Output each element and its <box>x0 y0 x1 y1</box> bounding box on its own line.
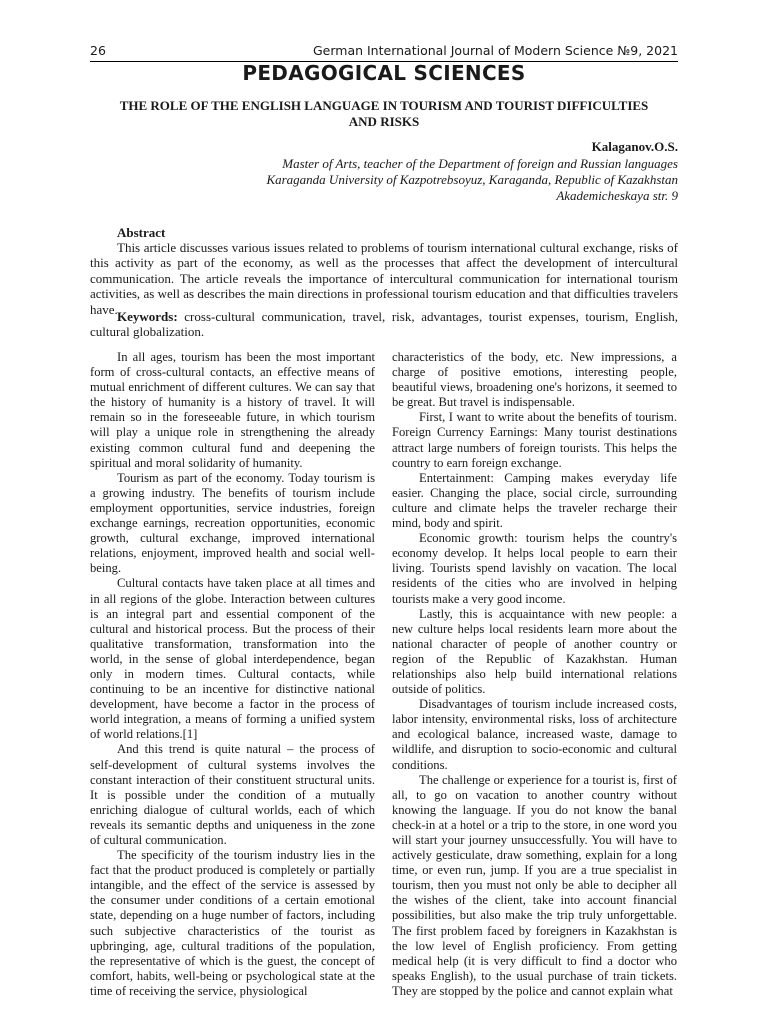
author-name: Kalaganov.O.S. <box>591 139 678 154</box>
abstract-text: This article discusses various issues related to problems of tourism international cultural exchange, risks of this activity as part of the economy, as well as the processes that affect the development of intercultural communication. The article reveals the importance of intercultural communication for international tourism activities, as well as describes the main directions in professional tourism education and that difficulties travelers have. <box>90 240 678 317</box>
body-paragraph: The specificity of the tourism industry lies in the fact that the product produced is completely or partially intangible, and the effect of the service is assessed by the consumer under conditions of a certain emotional state, depending on a huge number of factors, including such subjective characteristics of the tourist as upbringing, age, cultural traditions of the population, the representative of which is the guest, the concept of comfort, habits, well-being or psychological state at the time of receiving the service, physiological <box>90 848 375 998</box>
keywords-label: Keywords: <box>117 309 178 324</box>
affiliation-line: Akademicheskaya str. 9 <box>556 188 678 203</box>
body-column-right <box>392 350 677 999</box>
body-paragraph: Cultural contacts have taken place at all times and in all regions of the globe. Interaction between cultures is an integral part and essential component of the cultural and historical process. But the process of their qualitative transformation, transformation into the world, in the sense of global interdependence, began only in modern times. Cultural contacts, while continuing to be an incentive for distinctive national development, have become a factor in the process of world integration, a means of forming a unified system of world relations.[1] <box>90 576 375 742</box>
abstract-heading: Abstract <box>117 225 166 240</box>
affiliation-line: Master of Arts, teacher of the Department of foreign and Russian languages <box>282 156 678 171</box>
running-header <box>90 43 678 62</box>
body-paragraph: Economic growth: tourism helps the country's economy develop. It helps local people to earn their living. Tourists spend lavishly on vacation. The local residents of the cities who are involved in helping tourists make a very good income. <box>392 531 677 606</box>
journal-name: German International Journal of Modern Science №9, 2021 <box>312 43 678 58</box>
body-paragraph: In all ages, tourism has been the most important form of cross-cultural contacts, an effective means of mutual enrichment of different cultures. We can say that the history of humanity is a history of travel. It will remain so in the foreseeable future, in which tourism will play a unique role in strengthening the already existing common cultural fund and deepening the spiritual and moral solidarity of humanity. <box>90 350 375 470</box>
keywords-list: cross-cultural communication, travel, risk, advantages, tourist expenses, tourism, English, cultural globalization. <box>90 309 678 340</box>
page-number: 26 <box>90 43 106 58</box>
section-title: PEDAGOGICAL SCIENCES <box>242 61 526 85</box>
author-affiliation <box>208 156 678 204</box>
body-paragraph: The challenge or experience for a tourist is, first of all, to go on vacation to another country without knowing the language. If you do not know the banal check-in at a hotel or a trip to the store, in one word you will start your journey unsuccessfully. You will have to actively gesticulate, draw something, explain for a long time, or even run, jump. If you are a true specialist in tourism, then you must not only be able to decipher all the wishes of the client, take into account financial possibilities, but also make the trip truly unforgettable. The first problem faced by foreigners in Kazakhstan is the low level of English proficiency. From getting medical help (it is very difficult to find a doctor who speaks English), to the usual purchase of train tickets. They are stopped by the police and cannot explain what <box>392 772 677 998</box>
article-title: THE ROLE OF THE ENGLISH LANGUAGE IN TOURISM AND TOURIST DIFFICULTIES AND RISKS <box>119 98 649 129</box>
body-column-left <box>90 350 375 999</box>
body-paragraph: Entertainment: Camping makes everyday life easier. Changing the place, social circle, surrounding culture and climate helps the traveler recharge their mind, body and spirit. <box>392 470 677 531</box>
keywords <box>90 309 678 340</box>
body-paragraph: And this trend is quite natural – the process of self-development of cultural systems involves the constant interaction of their constituent structural units. It is possible under the condition of a mutually enriching dialogue of cultural worlds, each of which reveals its semantic depths and uniqueness in the zone of cultural communication. <box>90 742 375 847</box>
body-paragraph: Tourism as part of the economy. Today tourism is a growing industry. The benefits of tourism include employment opportunities, service industries, foreign exchange earnings, recreation opportunities, economic growth, cultural exchange, improved international relations, enjoyment, improved health and social well-being. <box>90 470 375 576</box>
affiliation-line: Karaganda University of Kazpotrebsoyuz, Karaganda, Republic of Kazakhstan <box>266 172 678 187</box>
body-paragraph: Disadvantages of tourism include increased costs, labor intensity, environmental risks, loss of architecture and ecological balance, increased waste, damage to wildlife, and disruption to socio-economic and cultural conditions. <box>392 697 677 772</box>
body-paragraph: First, I want to write about the benefits of tourism. Foreign Currency Earnings: Many tourist destinations attract large numbers of foreign tourists. This helps the country to earn foreign exchange. <box>392 410 677 470</box>
body-paragraph: Lastly, this is acquaintance with new people: a new culture helps local residents learn more about the national character of people of another country or region of the Republic of Kazakhstan. Human relationships also help build international relations outside of politics. <box>392 606 677 697</box>
body-paragraph-continued: characteristics of the body, etc. New impressions, a charge of positive emotions, interesting people, beautiful views, broadening one's horizons, it seemed to be great. But travel is indispensable. <box>392 350 677 410</box>
